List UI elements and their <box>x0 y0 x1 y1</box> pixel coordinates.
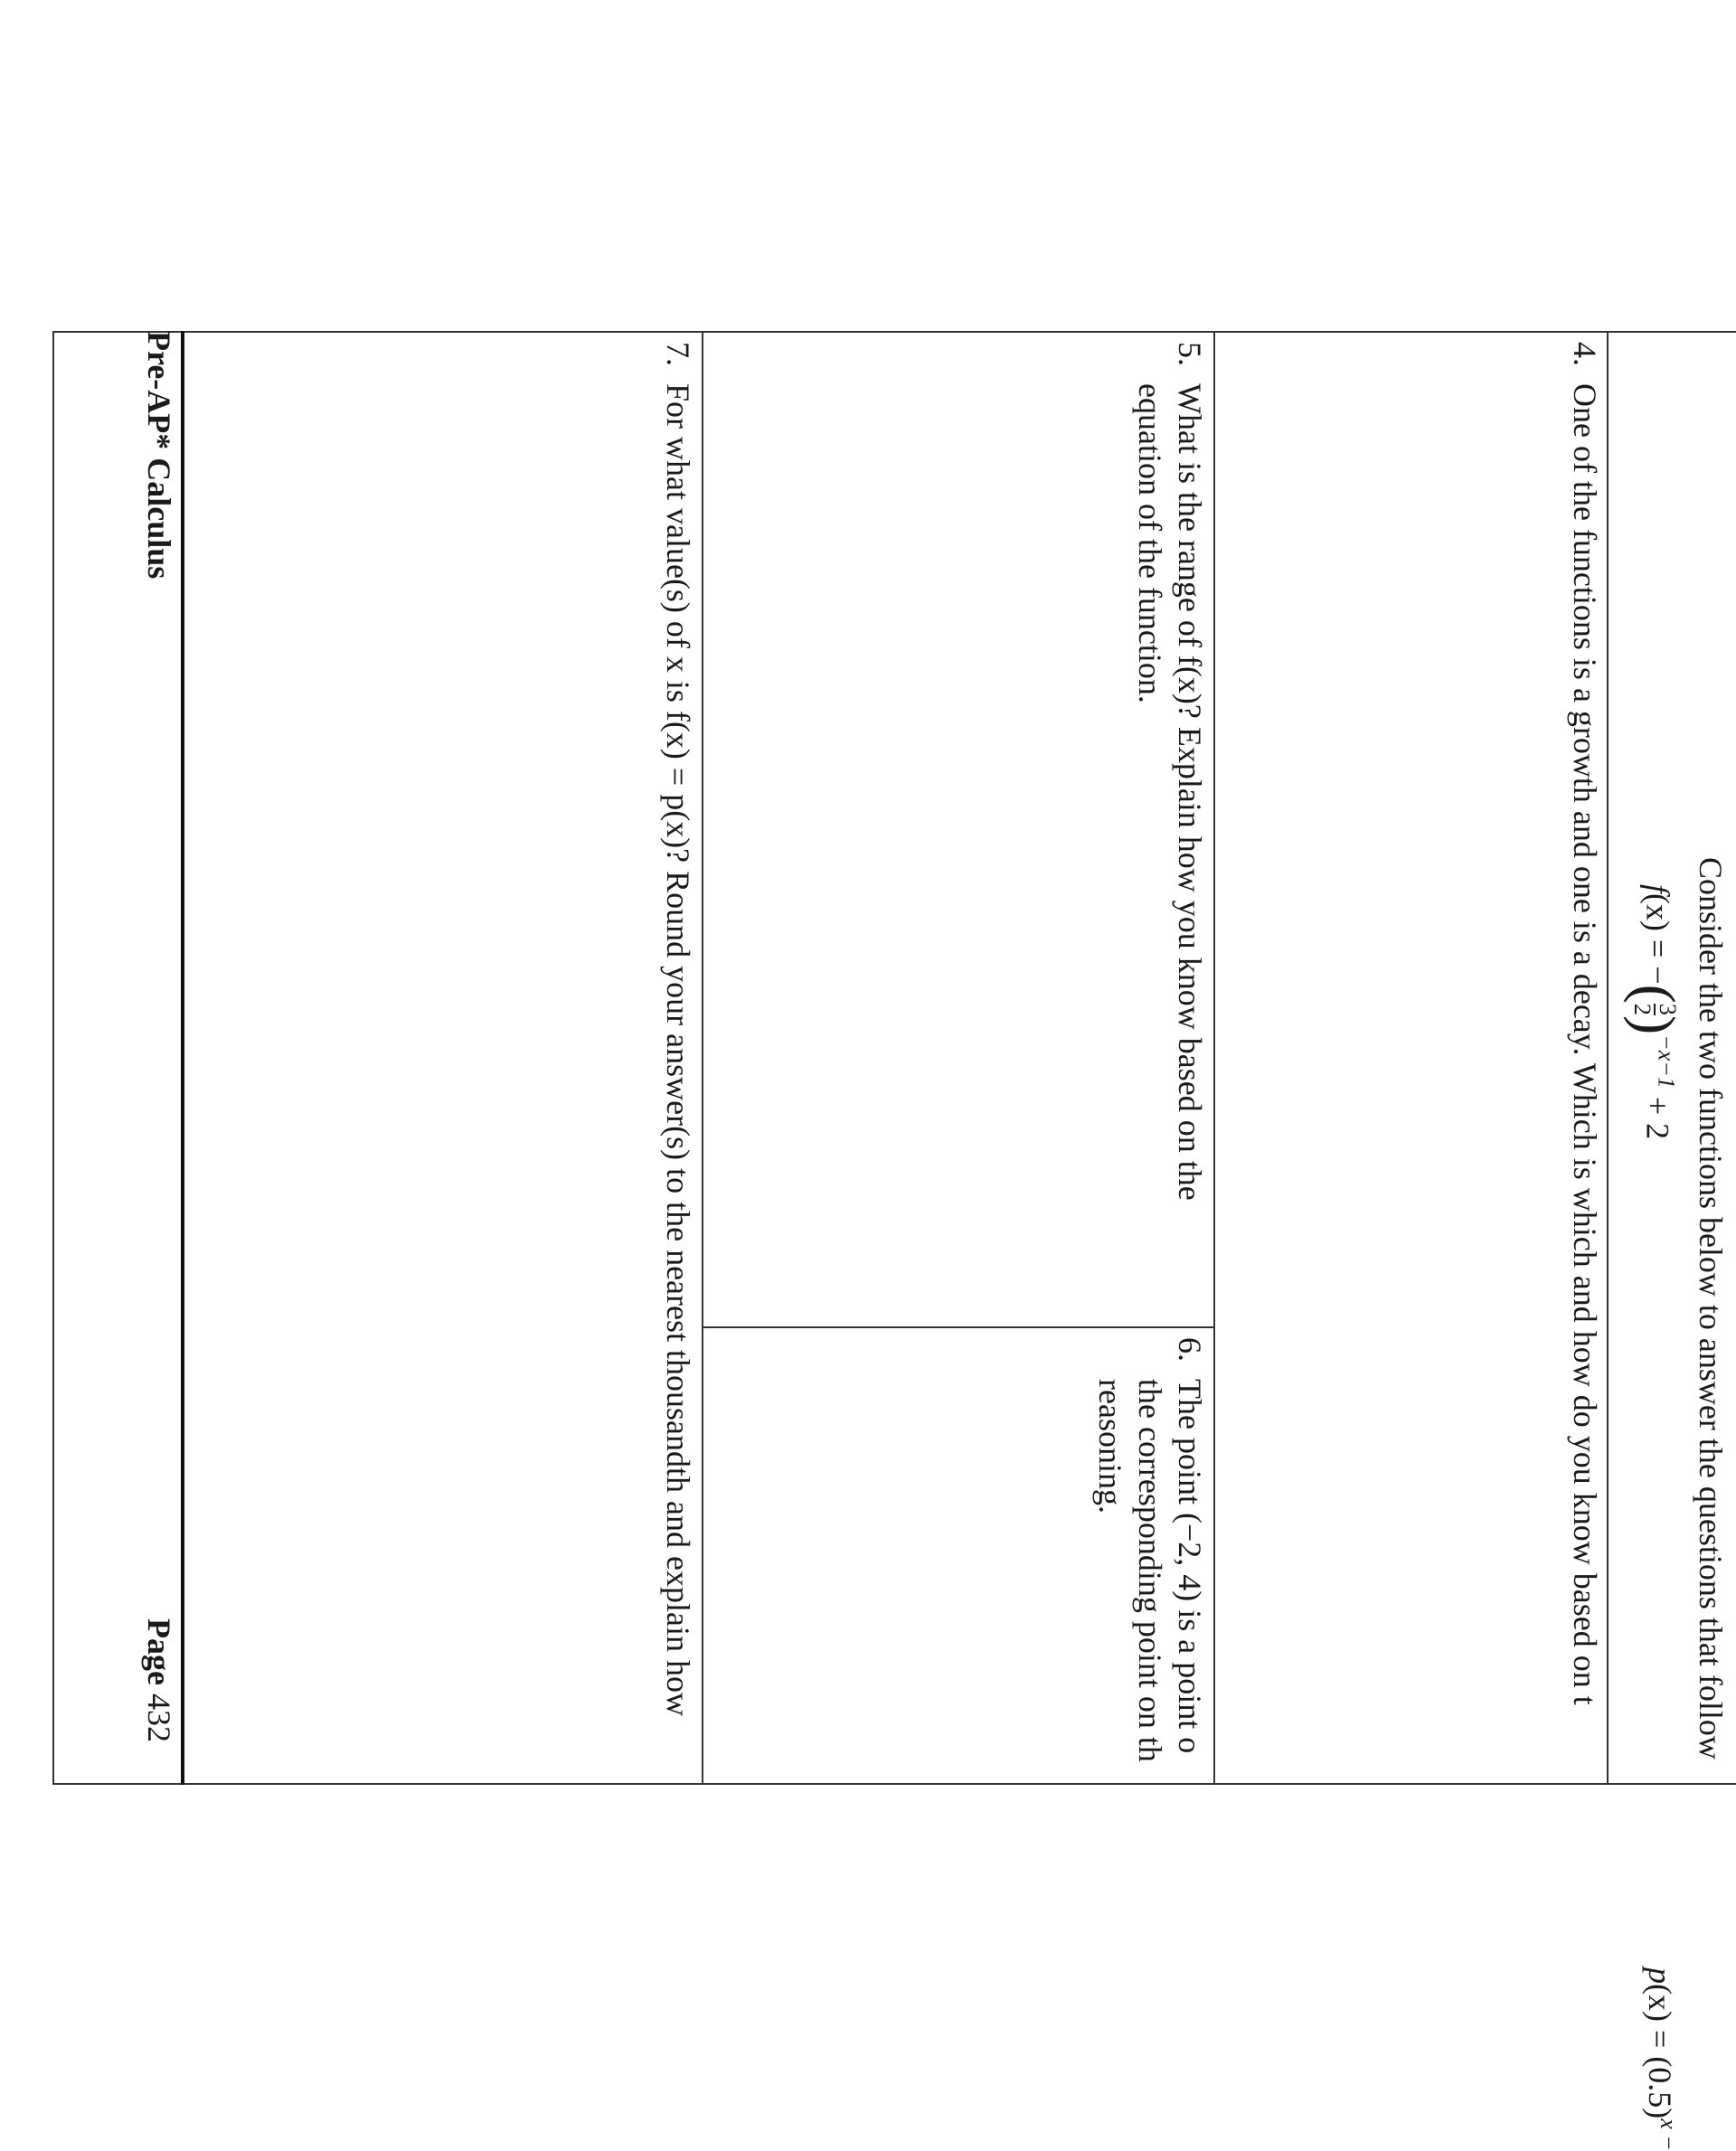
page-label: Page <box>141 1618 177 1685</box>
question-text: One of the functions is a growth and one is a decay. Which is which and how do you know based on t <box>1567 383 1603 1705</box>
page-number-value: 432 <box>141 1693 177 1742</box>
formula-p-exponent: x − <box>1656 2118 1682 2151</box>
right-paren-glyph: ) <box>1623 1014 1687 1035</box>
fraction-numerator: 3 <box>1655 1003 1681 1015</box>
question-number: 5. <box>1172 342 1208 366</box>
intro-row <box>1607 333 1736 2151</box>
formula-f-arg: (x) = − <box>1639 893 1676 985</box>
formula-f <box>1609 884 1687 1140</box>
formula-p <box>1641 1967 1682 2151</box>
worksheet-table <box>52 331 1736 2151</box>
question-number: 7. <box>660 342 696 366</box>
formula-p-lhs: p <box>1642 1967 1678 1984</box>
footer-course-title: Pre-AP* Calculus <box>141 331 177 580</box>
formula-f-exponent: −x−1 <box>1653 1034 1680 1089</box>
question-text-line-1: The point (−2, 4) is a point o <box>1172 1379 1208 1754</box>
left-paren-glyph: ( <box>1623 984 1687 1004</box>
formula-f-lhs: f <box>1639 884 1676 894</box>
question-cell-6 <box>703 1328 1213 1785</box>
question-cell-5 <box>703 333 1213 1328</box>
question-text-line-2: equation of the function. <box>1132 383 1168 703</box>
question-text-line-2: the corresponding point on th <box>1132 1379 1168 1762</box>
question-text-line-1: What is the range of f(x)? Explain how you know based on the <box>1172 383 1208 1201</box>
question-number: 4. <box>1567 342 1603 366</box>
footer-page-number <box>141 1618 177 1742</box>
fraction-denominator: 2 <box>1629 1003 1656 1015</box>
footer-divider <box>181 331 184 1785</box>
question-number: 6. <box>1172 1337 1208 1362</box>
question-text: For what value(s) of x is f(x) = p(x)? Round your answer(s) to the nearest thousandth and explain how <box>660 383 696 1716</box>
intro-instruction: Consider the two functions below to answer the questions that follow <box>1693 857 1729 1759</box>
formula-f-tail: + 2 <box>1639 1096 1676 1140</box>
question-row-5-6 <box>702 333 1213 1783</box>
question-row-4 <box>1213 333 1607 1783</box>
fraction <box>1630 1004 1679 1015</box>
question-text-line-3: reasoning. <box>1092 1379 1128 1514</box>
formula-p-mid: (x) = (0.5) <box>1642 1984 1678 2119</box>
